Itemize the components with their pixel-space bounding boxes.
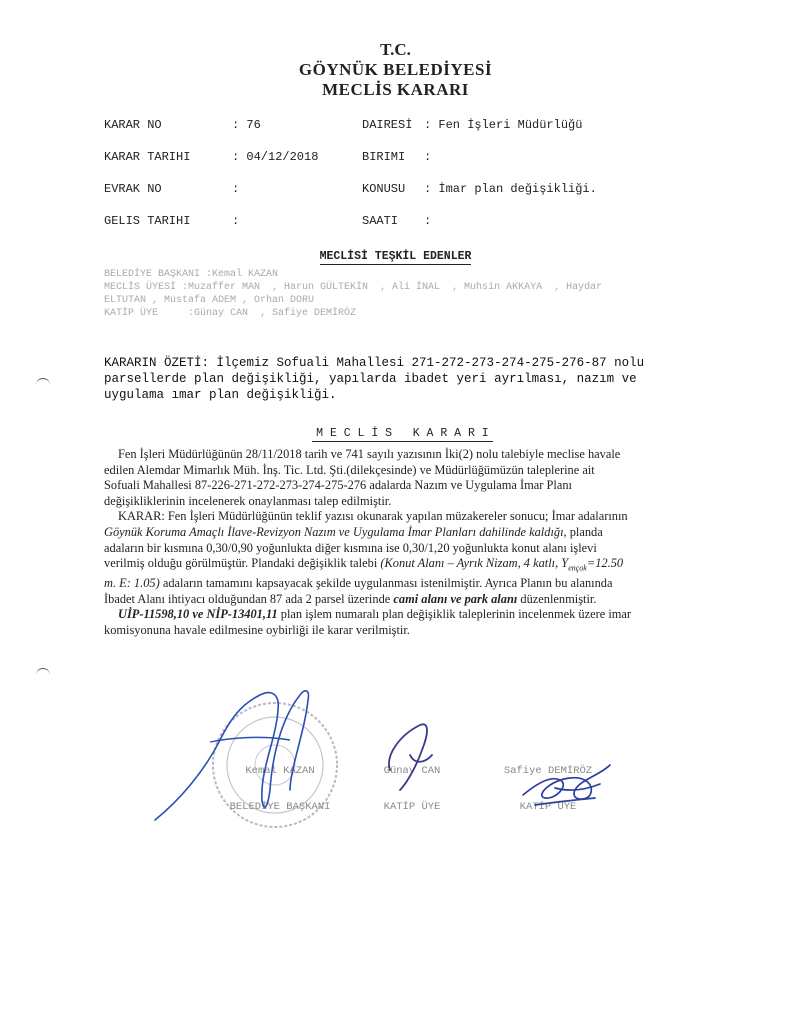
header-municipality: GÖYNÜK BELEDİYESİ bbox=[298, 60, 493, 79]
decision-summary: KARARIN ÖZETİ: İlçemiz Sofuali Mahallesi 271-272-273-274-275-276-87 nolu parsellerde plan değişikliği, yapılarda ibadet yeri ayrılması, nazım ve uygulama ımar plan değişikliği. bbox=[104, 356, 645, 402]
dairesi-label: DAIRESİ bbox=[362, 118, 413, 132]
punch-hole-mark-top bbox=[36, 378, 50, 389]
signature-clerk2-name: Safiye DEMİRÖZ bbox=[503, 765, 593, 777]
council-members-heading: MECLİSİ TEŞKİL EDENLER bbox=[319, 250, 472, 263]
decision-body: Fen İşleri Müdürlüğünün 28/11/2018 tarih ve 741 sayılı yazısının İki(2) nolu talebiyle meclise havale edilen Alemdar Mimarlık Müh. İnş. Tic. Ltd. Şti.(dilekçesinde) ve Müdürlüğümüzün taleplerine ait Sofuali Mahallesi 87-226-271-272-273-274-275-276 adalarda Nazım ve Uygulama İmar Planı değişikliklerinin incelenerek onaylanması talep edilmiştir. KARAR: Fen İşleri Müdürlüğünün teklif yazısı okunarak yapılan müzakereler sonucu; İmar adalarının Göynük Koruma Amaçlı İlave-Revizyon Nazım ve Uygulama İmar Planları dahilinde kaldığı, planda adaların bir kısmına 0,30/0,90 yoğunlukta diğer kısmına ise 0,30/1,20 yoğunlukta konut alanı işlevi verilmiş olduğu görülmüştür. Plandaki değişiklik talebi (Konut Alanı – Ayrık Nizam, 4 katlı, $Y_{ençok}=12.50$ m. E: 1.05) adaların tamamını kapsayacak şekilde uygulanması istenilmiştir. Ayrıca Planın bu alanında İbadet Alanı ihtiyacı olduğundan 87 ada 2 parsel üzerinde cami alanı ve park alanı düzenlenmiştir. UİP-11598,10 ve NİP-13401,11 plan işlem numaralı plan değişiklik taleplerinin incelenmek üzere imar komisyonuna havale edilmesine oybirliği ile karar verilmiştir. bbox=[104, 447, 632, 637]
members-council: MECLİS ÜYESİ :Muzaffer MAN , Harun GÜLTEKİN , Ali İNAL , Muhsin AKKAYA , Haydar bbox=[104, 282, 603, 293]
signature-clerk1-title: KATİP ÜYE bbox=[383, 801, 441, 813]
signature-clerk2-title: KATİP ÜYE bbox=[519, 801, 577, 813]
members-clerks: KATİP ÜYE :Günay CAN , Safiye DEMİRÖZ bbox=[104, 308, 357, 319]
konusu-label: KONUSU bbox=[362, 182, 406, 196]
decision-heading: M E C L İ S K A R A R I bbox=[0, 414, 791, 440]
members-council-cont: ELTUTAN , Mustafa ADEM , Orhan DORU bbox=[104, 295, 315, 306]
header-document-type: MECLİS KARARI bbox=[322, 80, 469, 99]
karar-tarihi-label: KARAR TARIHI bbox=[104, 150, 191, 164]
clerk1-handwritten-signature bbox=[380, 715, 440, 795]
gelis-tarihi-value: : bbox=[232, 214, 240, 228]
dairesi-value: : Fen İşleri Müdürlüğü bbox=[424, 118, 583, 132]
punch-hole-mark-bottom bbox=[36, 668, 50, 679]
mayor-handwritten-signature bbox=[150, 680, 350, 830]
saati-value: : bbox=[424, 214, 432, 228]
header-tc: T.C. bbox=[380, 40, 411, 59]
clerk2-handwritten-signature bbox=[515, 740, 620, 815]
signature-mayor-title: BELEDİYE BAŞKANI bbox=[229, 801, 331, 813]
signature-clerk1-name: Günay CAN bbox=[383, 765, 441, 777]
birimi-value: : bbox=[424, 150, 432, 164]
karar-no-label: KARAR NO bbox=[104, 118, 162, 132]
evrak-no-value: : bbox=[232, 182, 240, 196]
saati-label: SAATI bbox=[362, 214, 399, 228]
signature-mayor-name: Kemal KAZAN bbox=[245, 765, 315, 777]
birimi-label: BIRIMI bbox=[362, 150, 406, 164]
karar-tarihi-value: : 04/12/2018 bbox=[232, 150, 319, 164]
karar-no-value: : 76 bbox=[232, 118, 261, 132]
evrak-no-label: EVRAK NO bbox=[104, 182, 162, 196]
gelis-tarihi-label: GELIS TARIHI bbox=[104, 214, 191, 228]
konusu-value: : İmar plan değişikliği. bbox=[424, 182, 597, 196]
members-mayor: BELEDİYE BAŞKANI :Kemal KAZAN bbox=[104, 269, 279, 280]
